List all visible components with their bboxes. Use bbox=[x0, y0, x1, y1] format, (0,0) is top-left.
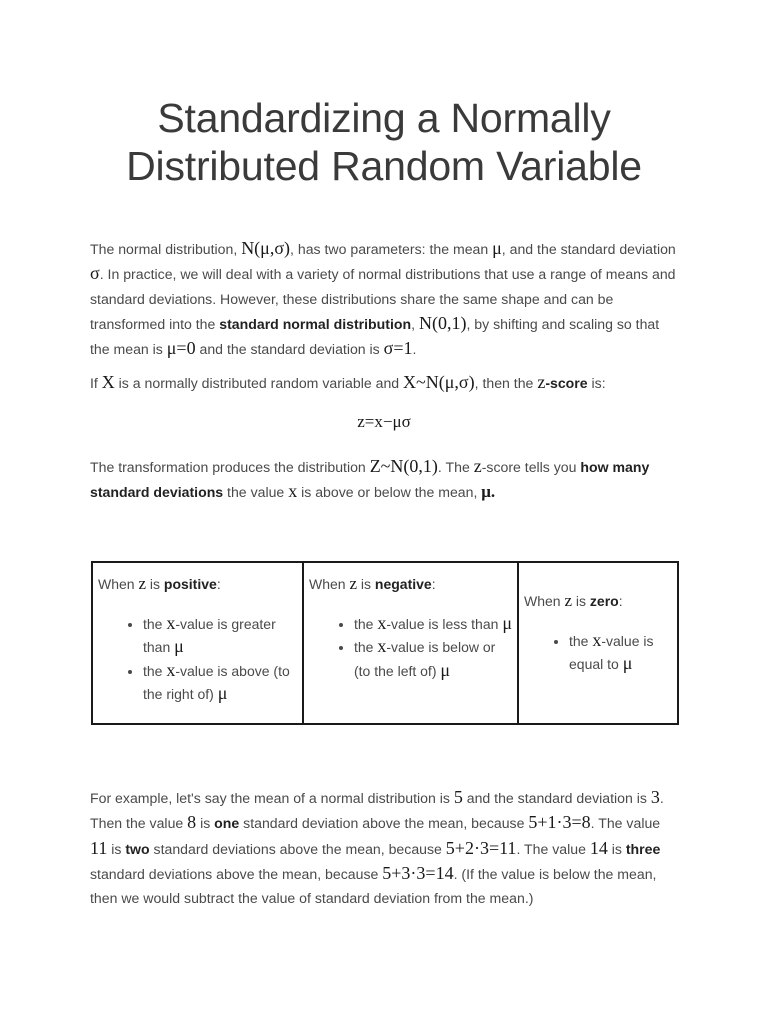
text-run: the bbox=[143, 615, 167, 632]
bold-term: two bbox=[125, 840, 150, 857]
text-run: If bbox=[90, 375, 102, 391]
positive-case-cell bbox=[92, 562, 303, 724]
math-mu: μ bbox=[622, 653, 633, 674]
case-keyword: positive bbox=[163, 576, 217, 592]
table-row bbox=[92, 562, 678, 724]
text-run: , then the bbox=[474, 375, 538, 391]
case-keyword: negative bbox=[374, 576, 432, 592]
math-sigma: σ bbox=[90, 263, 100, 284]
text-run: -value is greater than bbox=[143, 615, 276, 655]
math-z: z bbox=[473, 456, 482, 476]
text-run: is above or below the mean, bbox=[297, 484, 482, 501]
text-run: : bbox=[431, 576, 436, 592]
text-run: the bbox=[354, 615, 378, 632]
text-run: standard deviations above the mean, because bbox=[90, 865, 383, 882]
math-sigma-one: σ=1 bbox=[383, 338, 413, 359]
bold-term: three bbox=[625, 840, 661, 857]
text-run: and the standard deviation is bbox=[462, 790, 651, 806]
text-run: . bbox=[412, 341, 417, 358]
math-x: x bbox=[166, 659, 176, 680]
bold-term: how many standard deviations bbox=[90, 459, 650, 501]
text-run: When bbox=[524, 593, 565, 610]
math-equation: 5+2·3=11 bbox=[445, 837, 517, 858]
zscore-cases-table bbox=[91, 561, 679, 725]
text-run: the bbox=[354, 639, 378, 655]
math-x: x bbox=[288, 481, 298, 502]
math-z: z bbox=[537, 372, 546, 392]
text-run: . In practice, we will deal with a variety of normal distributions that use a range of means and standard deviations. However, these distributions share the same shape and can be transformed into the bbox=[90, 266, 676, 332]
example-paragraph bbox=[90, 785, 680, 910]
math-normal-dist: N(μ,σ) bbox=[241, 238, 291, 258]
math-x: x bbox=[377, 636, 387, 656]
transformation-paragraph bbox=[90, 454, 680, 505]
text-run: standard deviations above the mean, because bbox=[149, 840, 446, 857]
zero-case-cell bbox=[518, 562, 678, 724]
text-run: -value is less than bbox=[386, 615, 503, 632]
math-number: 14 bbox=[589, 837, 608, 858]
title-line-2: Distributed Random Variable bbox=[126, 143, 642, 189]
math-standard-normal: N(0,1) bbox=[418, 312, 467, 333]
math-x: X bbox=[101, 372, 115, 392]
text-run: When bbox=[309, 576, 350, 592]
case-keyword: zero bbox=[589, 593, 619, 610]
zscore-formula: z=x−μσ bbox=[357, 412, 411, 431]
text-run: -value is equal to bbox=[569, 632, 654, 673]
text-run: is bbox=[146, 576, 164, 592]
text-run: . The value bbox=[516, 840, 590, 857]
zscore-intro-paragraph bbox=[90, 370, 680, 395]
bold-term: one bbox=[214, 815, 240, 832]
bold-term: standard normal distribution bbox=[219, 315, 412, 332]
math-z: z bbox=[138, 574, 147, 593]
math-equation: 5+1·3=8 bbox=[528, 812, 591, 833]
text-run: The normal distribution, bbox=[90, 241, 242, 257]
text-run: : bbox=[618, 593, 623, 610]
list-item bbox=[143, 612, 297, 659]
intro-paragraph bbox=[90, 236, 680, 361]
text-run: and the standard deviation is bbox=[195, 341, 384, 358]
text-run: is bbox=[357, 576, 375, 592]
math-mu: μ bbox=[217, 683, 228, 703]
list-item bbox=[354, 635, 512, 682]
text-run: . Then the value bbox=[90, 790, 664, 832]
text-run: -score tells you bbox=[481, 459, 581, 475]
text-run: , by shifting and scaling so that the mean is bbox=[90, 315, 660, 358]
text-run: standard deviation above the mean, because bbox=[239, 815, 529, 832]
text-run: -value is above (to the right of) bbox=[143, 662, 290, 702]
text-run: . (If the value is below the mean, then we would subtract the value of standard deviation from the mean.) bbox=[90, 865, 657, 907]
text-run: . The value bbox=[590, 815, 661, 832]
math-mu-zero: μ=0 bbox=[166, 338, 196, 359]
text-run: is a normally distributed random variable and bbox=[114, 375, 404, 391]
text-run: . The bbox=[437, 459, 474, 475]
case-heading bbox=[98, 573, 297, 596]
math-number: 3 bbox=[650, 787, 660, 807]
bold-mu: μ. bbox=[481, 482, 496, 502]
text-run: , and the standard deviation bbox=[501, 241, 676, 257]
math-x: x bbox=[377, 612, 387, 633]
math-number: 8 bbox=[187, 812, 197, 833]
math-z: z bbox=[349, 574, 358, 593]
math-number: 5 bbox=[453, 787, 463, 807]
case-list bbox=[98, 612, 297, 706]
math-mu: μ bbox=[174, 636, 184, 656]
math-mu: μ bbox=[492, 238, 502, 258]
page-title bbox=[0, 94, 768, 190]
text-run: is bbox=[607, 840, 626, 857]
math-x-dist: X~N(μ,σ) bbox=[403, 372, 475, 392]
math-mu: μ bbox=[440, 659, 451, 680]
negative-case-cell bbox=[303, 562, 518, 724]
text-run: is bbox=[572, 593, 590, 610]
list-item bbox=[354, 612, 512, 636]
text-run: is bbox=[196, 815, 215, 832]
math-x: x bbox=[166, 612, 176, 633]
math-x: x bbox=[592, 629, 602, 650]
math-equation: 5+3·3=14 bbox=[382, 862, 454, 883]
title-line-1: Standardizing a Normally bbox=[157, 95, 611, 141]
bold-term: -score bbox=[545, 375, 588, 391]
math-number: 11 bbox=[90, 837, 108, 858]
text-run: When bbox=[98, 576, 139, 592]
text-run: -value is below or (to the left of) bbox=[354, 639, 496, 679]
text-run: For example, let's say the mean of a normal distribution is bbox=[90, 790, 454, 806]
case-heading bbox=[309, 573, 512, 596]
text-run: The transformation produces the distribution bbox=[90, 459, 370, 475]
text-run: is: bbox=[587, 375, 606, 391]
case-heading bbox=[524, 590, 672, 613]
text-run: , has two parameters: the mean bbox=[290, 241, 493, 257]
math-mu: μ bbox=[502, 612, 512, 633]
text-run: , bbox=[411, 315, 419, 332]
text-run: the bbox=[569, 632, 593, 649]
list-item bbox=[569, 629, 672, 676]
case-list bbox=[309, 612, 512, 683]
text-run: the value bbox=[223, 484, 289, 501]
text-run: the bbox=[143, 662, 167, 679]
math-z-dist: Z~N(0,1) bbox=[369, 456, 438, 476]
list-item bbox=[143, 659, 297, 706]
text-run: : bbox=[216, 576, 221, 592]
case-list bbox=[524, 629, 672, 676]
text-run: is bbox=[107, 840, 126, 857]
math-z: z bbox=[564, 591, 573, 611]
